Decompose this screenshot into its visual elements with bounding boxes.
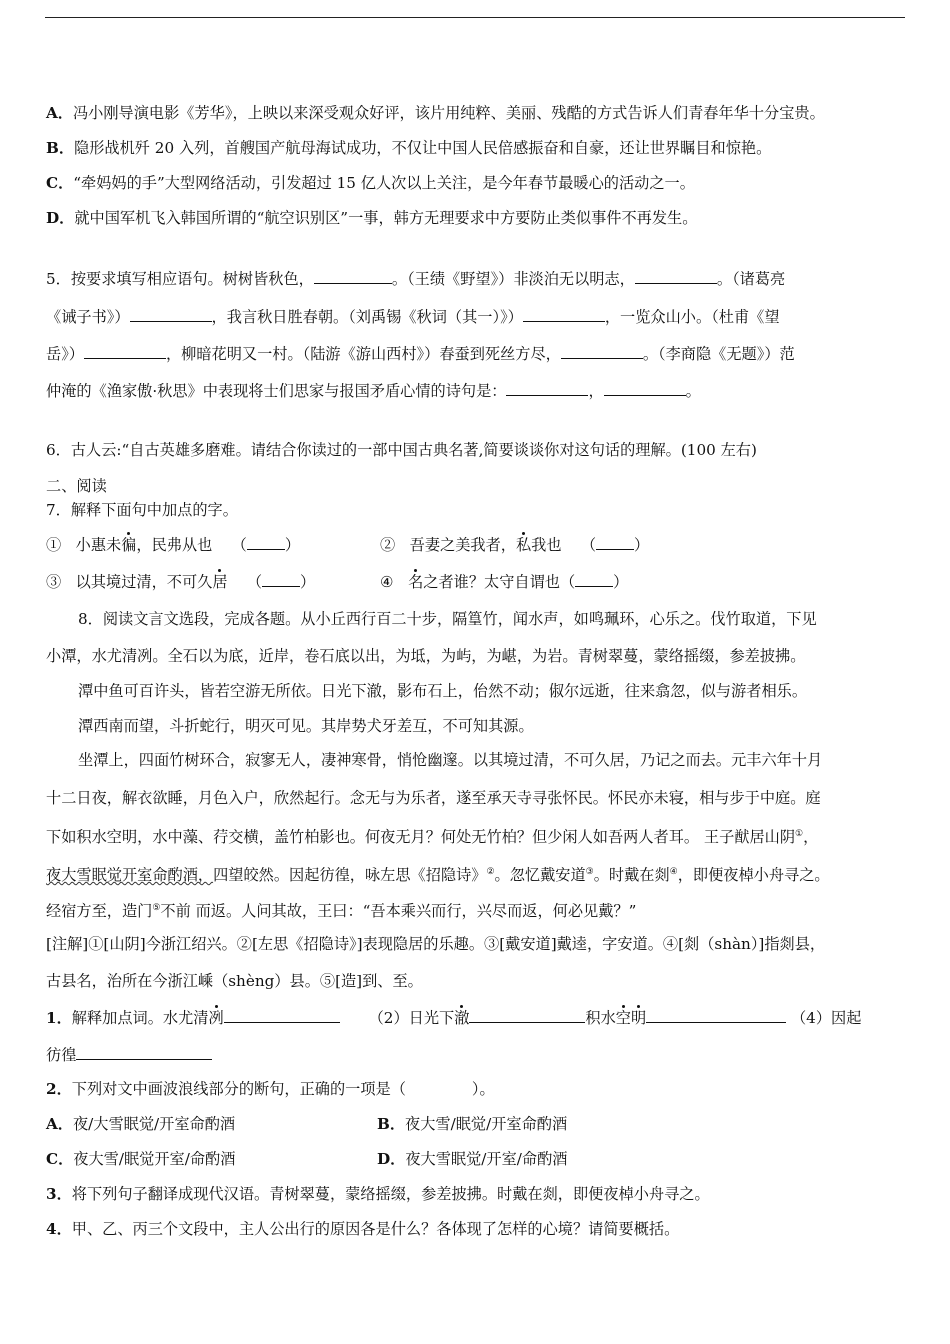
dotted-char: 私 — [515, 536, 532, 554]
passage-text: 不前 而返。人问其故，王曰：“吾本乘兴而行，兴尽而返，何必见戴？” — [160, 902, 637, 921]
footnote-mark: ④ — [669, 867, 678, 877]
subq-text: 彷徨 — [46, 1046, 77, 1064]
footnote-mark: ③ — [585, 867, 594, 877]
passage-line: 十二日夜，解衣欲睡，月色入户，欣然起行。念无与为乐者，遂至承天寺寻张怀民。怀民亦未寝，相与步于中庭。庭 — [46, 789, 821, 807]
passage-text: 四望皎然。因起彷徨，咏左思《招隐诗》 — [213, 866, 487, 885]
passage-line: 潭西南而望，斗折蛇行，明灭可见。其岸势犬牙差互，不可知其源。 — [78, 717, 534, 735]
q6-text: 6．古人云:“自古英雄多磨难。请结合你读过的一部中国古典名著,简要谈谈你对这句话的理解。(100 左右) — [46, 441, 757, 459]
q7-item-2 — [380, 535, 649, 555]
q5-text: 。（诸葛亮 — [716, 270, 786, 288]
item-text: 之者谁？太守自谓也（ — [423, 573, 576, 591]
subq-3: 3．将下列句子翻译成现代汉语。青树翠蔓，蒙络摇缀，参差披拂。时戴在剡，即便夜棹小舟寻之。 — [46, 1185, 710, 1203]
top-rule — [45, 17, 905, 18]
q5-line-3 — [46, 343, 795, 364]
passage-text: 下如积水空明，水中藻、荇交横，盖竹柏影也。何夜无月？何处无竹柏？但少闲人如吾两人者耳。 王子猷居山阴 — [46, 828, 796, 847]
subq-1-cont — [46, 1044, 212, 1065]
paren: ） — [300, 573, 316, 591]
dotted-char: 徧 — [121, 536, 137, 554]
q5-text: 。 — [685, 382, 701, 400]
q7-item-3 — [46, 572, 315, 592]
item-number: ③ — [46, 573, 62, 591]
item-text: 以其境过清，不可久 — [75, 573, 213, 591]
answer-blank[interactable] — [523, 306, 605, 322]
dotted-char: 冽 — [208, 1009, 224, 1027]
dotted-char: 澈 — [454, 1009, 470, 1027]
passage-line — [46, 862, 830, 885]
answer-blank[interactable] — [262, 572, 300, 587]
item-text: 小惠未 — [75, 536, 122, 554]
answer-blank[interactable] — [84, 343, 166, 359]
answer-blank[interactable] — [247, 535, 285, 550]
notes-line-2: 古县名，治所在今浙江嵊（shèng）县。⑤[造]到、至。 — [46, 972, 423, 990]
q5-text: 《诫子书》） — [46, 308, 130, 326]
option-a: A．冯小刚导演电影《芳华》，上映以来深受观众好评，该片用纯粹、美丽、残酷的方式告诉人们青春年华十分宝贵。 — [46, 104, 825, 122]
option-d: D．就中国军机飞入韩国所谓的“航空识别区”一事，韩方无理要求中方要防止类似事件不再发生。 — [46, 209, 698, 227]
item-text: ，民弗从也 — [136, 536, 213, 554]
q5-text: 。（王绩《野望》）非淡泊无以明志， — [391, 270, 635, 288]
footnote-mark: ⑤ — [152, 903, 161, 913]
option-b: B．隐形战机歼 20 入列，首艘国产航母海试成功，不仅让中国人民倍感振奋和自豪，还让世界瞩目和惊艳。 — [46, 139, 772, 157]
footnote-mark: ① — [795, 829, 804, 839]
answer-blank[interactable] — [646, 1007, 786, 1023]
item-text: 我也 — [531, 536, 562, 554]
dotted-char: 居 — [212, 573, 228, 591]
answer-blank[interactable] — [596, 535, 634, 550]
notes-line-1: [注解]①[山阴]今浙江绍兴。②[左思《招隐诗》]表现隐居的乐趣。③[戴安道]戴逵，字安道。④[剡（shàn）]指剡县， — [46, 935, 826, 953]
answer-blank[interactable] — [561, 343, 643, 359]
subq-text: （4）因起 — [790, 1009, 862, 1027]
subq-text: 积水 — [585, 1009, 616, 1027]
dotted-char: 空 — [615, 1009, 631, 1027]
passage-text: 。忽忆戴安道 — [494, 866, 586, 885]
q7-title: 7．解释下面句中加点的字。 — [46, 501, 238, 519]
q5-line-2 — [46, 306, 780, 327]
paren: ） — [613, 573, 629, 591]
subq-2 — [46, 1079, 495, 1099]
q5-text: 岳》） — [46, 345, 84, 363]
q5-text: ， — [588, 382, 604, 400]
passage-line — [46, 824, 818, 847]
option-c: C．“牵妈妈的手”大型网络活动，引发超过 15 亿人次以上关注，是今年春节最暖心的活动之一。 — [46, 174, 695, 192]
answer-blank[interactable] — [604, 380, 686, 396]
subq-4: 4．甲、乙、丙三个文段中，主人公出行的原因各是什么？各体现了怎样的心境？请简要概括。 — [46, 1220, 680, 1238]
passage-line: 潭中鱼可百许头，皆若空游无所依。日光下澈，影布石上，佁然不动；俶尔远逝，往来翕忽，似与游者相乐。 — [78, 682, 807, 700]
passage-line: 坐潭上，四面竹树环合，寂寥无人，凄神寒骨，悄怆幽邃。以其境过清，不可久居，乃记之而去。元丰六年十月 — [78, 751, 823, 769]
paren: （ — [580, 536, 597, 554]
passage-text: ，即便夜棹小舟寻之。 — [677, 866, 830, 885]
q5-text: ，一览众山小。（杜甫《望 — [604, 308, 780, 326]
item-number: ② — [380, 536, 396, 554]
subq-text: （2）日光下 — [368, 1009, 455, 1027]
subq-2-option-c: C．夜大雪/眠觉开室/命酌酒 — [46, 1150, 236, 1168]
subq-2-option-d: D．夜大雪眠觉/开室/命酌酒 — [377, 1150, 568, 1168]
paren: （ — [246, 573, 263, 591]
passage-line — [46, 898, 636, 921]
subq-1 — [46, 1007, 861, 1028]
subq-2-option-b: B．夜大雪/眠觉/开室命酌酒 — [377, 1115, 568, 1133]
answer-blank[interactable] — [314, 268, 392, 284]
wavy-underlined-text: 夜大雪眠觉开室命酌酒， — [46, 866, 214, 885]
q5-text: ，我言秋日胜春朝。（刘禹锡《秋词（其一）》） — [211, 308, 523, 326]
item-number: ① — [46, 536, 62, 554]
paren: ） — [634, 536, 650, 554]
passage-line: 8．阅读文言文选段，完成各题。从小丘西行百二十步，隔篁竹，闻水声，如鸣珮环，心乐之。伐竹取道，下见 — [78, 610, 817, 628]
subq-2-option-a: A．夜/大雪眠觉/开室命酌酒 — [46, 1115, 236, 1133]
q7-item-4 — [380, 572, 628, 592]
section-heading: 二、阅读 — [46, 477, 107, 495]
paren: （ — [231, 536, 247, 554]
q5-text: 仲淹的《渔家傲·秋思》中表现将士们思家与报国矛盾心情的诗句是： — [46, 382, 507, 400]
answer-blank[interactable] — [635, 268, 717, 284]
passage-text: ， — [803, 828, 819, 847]
passage-line: 小潭，水尤清冽。全石以为底，近岸，卷石底以出，为坻，为屿，为嵁，为岩。青树翠蔓，蒙络摇缀，参差披拂。 — [46, 647, 806, 665]
item-number: ④ — [380, 573, 394, 591]
dotted-char: 明 — [630, 1009, 647, 1027]
dotted-char: 名 — [408, 573, 424, 591]
q5-text: ，柳暗花明又一村。（陆游《游山西村》）春蚕到死丝方尽， — [165, 345, 561, 363]
answer-blank[interactable] — [76, 1044, 212, 1060]
subq-text: 2．下列对文中画波浪线部分的断句，正确的一项是（ — [46, 1080, 406, 1098]
answer-blank[interactable] — [469, 1007, 585, 1023]
answer-blank[interactable] — [224, 1007, 340, 1023]
answer-blank[interactable] — [130, 306, 212, 322]
q5-line-1 — [46, 268, 785, 289]
paren: ） — [284, 536, 301, 554]
answer-blank[interactable] — [506, 380, 588, 396]
subq-text: 1．解释加点词。水尤清 — [46, 1009, 209, 1027]
q5-line-4 — [46, 380, 701, 401]
passage-text: 。时戴在剡 — [593, 866, 670, 885]
subq-text: ）。 — [471, 1080, 495, 1098]
passage-text: 经宿方至，造门 — [46, 902, 153, 921]
q7-item-1 — [46, 535, 300, 555]
item-text: 吾妻之美我者， — [409, 536, 516, 554]
footnote-mark: ② — [486, 867, 495, 877]
q5-text: 5．按要求填写相应语句。树树皆秋色， — [46, 270, 314, 288]
q5-text: 。（李商隐《无题》）范 — [642, 345, 795, 363]
answer-blank[interactable] — [575, 572, 613, 587]
